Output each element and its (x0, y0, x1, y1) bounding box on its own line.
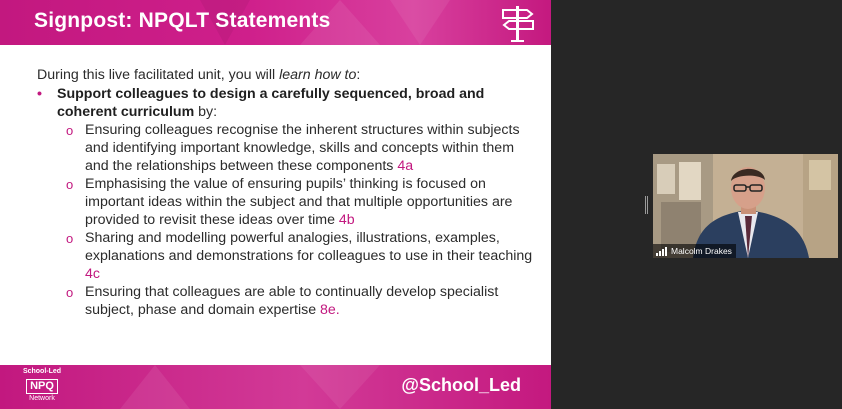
participant-name-bar (653, 244, 736, 258)
slide-header (0, 0, 551, 45)
ref-code: 4a (397, 158, 414, 174)
intro-text: During this live facilitated unit, you will learn how to: (37, 67, 361, 83)
slide-footer (0, 365, 551, 409)
panel-splitter-handle[interactable] (645, 196, 649, 214)
sub-bullet-4a: o Ensuring colleagues recognise the inherent structures within subjects and identifying important knowledge, skills and concepts within them and the relationships between these components 4a (66, 122, 520, 174)
circle-bullet-icon: o (66, 177, 74, 192)
sub-bullet-4c: o Sharing and modelling powerful analogies, illustrations, examples, explanations and demonstrations for colleagues to use in their teaching 4c (66, 230, 533, 282)
school-led-npq-logo: School-Led NPQ Network (22, 368, 62, 402)
circle-bullet-icon: o (66, 231, 74, 246)
circle-bullet-icon: o (66, 285, 74, 300)
bullet-bold-text: Support colleagues to design a carefully sequenced, broad and coherent curriculum (57, 86, 485, 120)
ref-code: 4c (85, 266, 100, 282)
sub-bullet-4b: o Emphasising the value of ensuring pupils’ thinking is focused on important ideas within the subject and that multiple opportunities are provided to revisit these ideas over time 4b (66, 176, 513, 228)
bullet-icon: • (37, 86, 42, 102)
slide-title: Signpost: NPQLT Statements (34, 9, 331, 32)
participant-video-tile[interactable] (653, 154, 838, 258)
footer-handle: @School_Led (401, 375, 521, 395)
ref-code: 8e. (320, 302, 340, 318)
main-bullet: • Support colleagues to design a carefully sequenced, broad and coherent curriculum by: (37, 86, 485, 120)
slide-body (37, 66, 537, 319)
circle-bullet-icon: o (66, 123, 74, 138)
participant-video (653, 154, 838, 258)
ref-code: 4b (338, 212, 355, 228)
participant-name: Malcolm Drakes (671, 246, 732, 256)
signal-bars-icon (656, 247, 668, 256)
signpost-icon (497, 3, 539, 43)
sub-bullet-8e: o Ensuring that colleagues are able to continually develop specialist subject, phase and domain expertise 8e. (66, 284, 499, 318)
